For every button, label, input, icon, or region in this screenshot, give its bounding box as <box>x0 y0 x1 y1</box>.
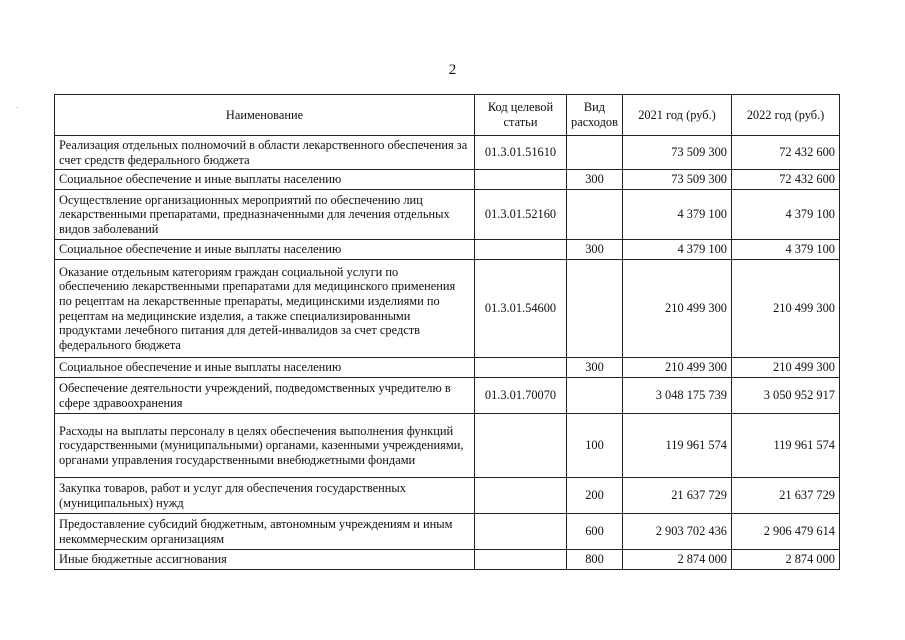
cell-amount-2021: 4 379 100 <box>623 190 732 240</box>
cell-amount-2022: 21 637 729 <box>732 478 840 514</box>
header-code: Код целевой статьи <box>475 95 567 136</box>
cell-expense-type: 200 <box>567 478 623 514</box>
cell-amount-2022: 210 499 300 <box>732 260 840 358</box>
cell-amount-2021: 3 048 175 739 <box>623 378 732 414</box>
cell-amount-2022: 210 499 300 <box>732 358 840 378</box>
cell-amount-2022: 4 379 100 <box>732 190 840 240</box>
cell-target-code <box>475 514 567 550</box>
table-row <box>55 514 840 550</box>
budget-table <box>54 94 840 570</box>
cell-amount-2022: 2 906 479 614 <box>732 514 840 550</box>
cell-name: Социальное обеспечение и иные выплаты населению <box>55 240 475 260</box>
cell-name: Обеспечение деятельности учреждений, подведомственных учредителю в сфере здравоохранения <box>55 378 475 414</box>
cell-expense-type <box>567 378 623 414</box>
cell-amount-2021: 210 499 300 <box>623 358 732 378</box>
cell-target-code <box>475 478 567 514</box>
table-row <box>55 190 840 240</box>
cell-target-code: 01.3.01.70070 <box>475 378 567 414</box>
cell-amount-2022: 72 432 600 <box>732 136 840 170</box>
header-expense-type: Вид расходов <box>567 95 623 136</box>
cell-amount-2022: 4 379 100 <box>732 240 840 260</box>
table-row <box>55 260 840 358</box>
table-row <box>55 478 840 514</box>
cell-amount-2022: 119 961 574 <box>732 414 840 478</box>
table-row <box>55 358 840 378</box>
cell-amount-2021: 4 379 100 <box>623 240 732 260</box>
cell-target-code <box>475 240 567 260</box>
cell-expense-type <box>567 136 623 170</box>
cell-amount-2022: 72 432 600 <box>732 170 840 190</box>
header-2021: 2021 год (руб.) <box>623 95 732 136</box>
cell-target-code: 01.3.01.52160 <box>475 190 567 240</box>
table-row <box>55 550 840 570</box>
cell-amount-2021: 119 961 574 <box>623 414 732 478</box>
table-row <box>55 414 840 478</box>
cell-name: Закупка товаров, работ и услуг для обеспечения государственных (муниципальных) нужд <box>55 478 475 514</box>
cell-amount-2021: 2 903 702 436 <box>623 514 732 550</box>
cell-target-code: 01.3.01.51610 <box>475 136 567 170</box>
cell-expense-type: 300 <box>567 170 623 190</box>
cell-expense-type: 300 <box>567 240 623 260</box>
table-row <box>55 378 840 414</box>
cell-target-code <box>475 550 567 570</box>
cell-name: Оказание отдельным категориям граждан социальной услуги по обеспечению лекарственными препаратами для медицинского применения по рецептам на лекарственные препараты, медицинскими изделиями по рецептам на медицинские изделия, а также специализированными продуктами лечебного питания для детей-инвалидов за счет средств федерального бюджета <box>55 260 475 358</box>
table-row <box>55 170 840 190</box>
table-header-row <box>55 95 840 136</box>
cell-amount-2021: 73 509 300 <box>623 136 732 170</box>
cell-name: Расходы на выплаты персоналу в целях обеспечения выполнения функций государственными (муниципальными) органами, казенными учреждениями, органами управления государственными внебюджетными фондами <box>55 414 475 478</box>
cell-expense-type: 100 <box>567 414 623 478</box>
cell-name: Иные бюджетные ассигнования <box>55 550 475 570</box>
cell-expense-type: 800 <box>567 550 623 570</box>
table-row <box>55 240 840 260</box>
cell-amount-2021: 2 874 000 <box>623 550 732 570</box>
margin-mark <box>17 107 18 108</box>
cell-name: Социальное обеспечение и иные выплаты населению <box>55 170 475 190</box>
cell-target-code <box>475 358 567 378</box>
cell-target-code: 01.3.01.54600 <box>475 260 567 358</box>
cell-target-code <box>475 170 567 190</box>
cell-target-code <box>475 414 567 478</box>
cell-amount-2021: 21 637 729 <box>623 478 732 514</box>
cell-expense-type <box>567 260 623 358</box>
cell-expense-type: 300 <box>567 358 623 378</box>
cell-expense-type: 600 <box>567 514 623 550</box>
cell-name: Предоставление субсидий бюджетным, автономным учреждениям и иным некоммерческим организациям <box>55 514 475 550</box>
cell-amount-2021: 73 509 300 <box>623 170 732 190</box>
cell-amount-2022: 3 050 952 917 <box>732 378 840 414</box>
cell-name: Осуществление организационных мероприятий по обеспечению лиц лекарственными препаратами, предназначенными для лечения отдельных видов заболеваний <box>55 190 475 240</box>
cell-expense-type <box>567 190 623 240</box>
cell-amount-2021: 210 499 300 <box>623 260 732 358</box>
page-number: 2 <box>448 62 457 78</box>
header-name: Наименование <box>55 95 475 136</box>
header-2022: 2022 год (руб.) <box>732 95 840 136</box>
cell-name: Социальное обеспечение и иные выплаты населению <box>55 358 475 378</box>
cell-name: Реализация отдельных полномочий в области лекарственного обеспечения за счет средств федерального бюджета <box>55 136 475 170</box>
table-row <box>55 136 840 170</box>
cell-amount-2022: 2 874 000 <box>732 550 840 570</box>
